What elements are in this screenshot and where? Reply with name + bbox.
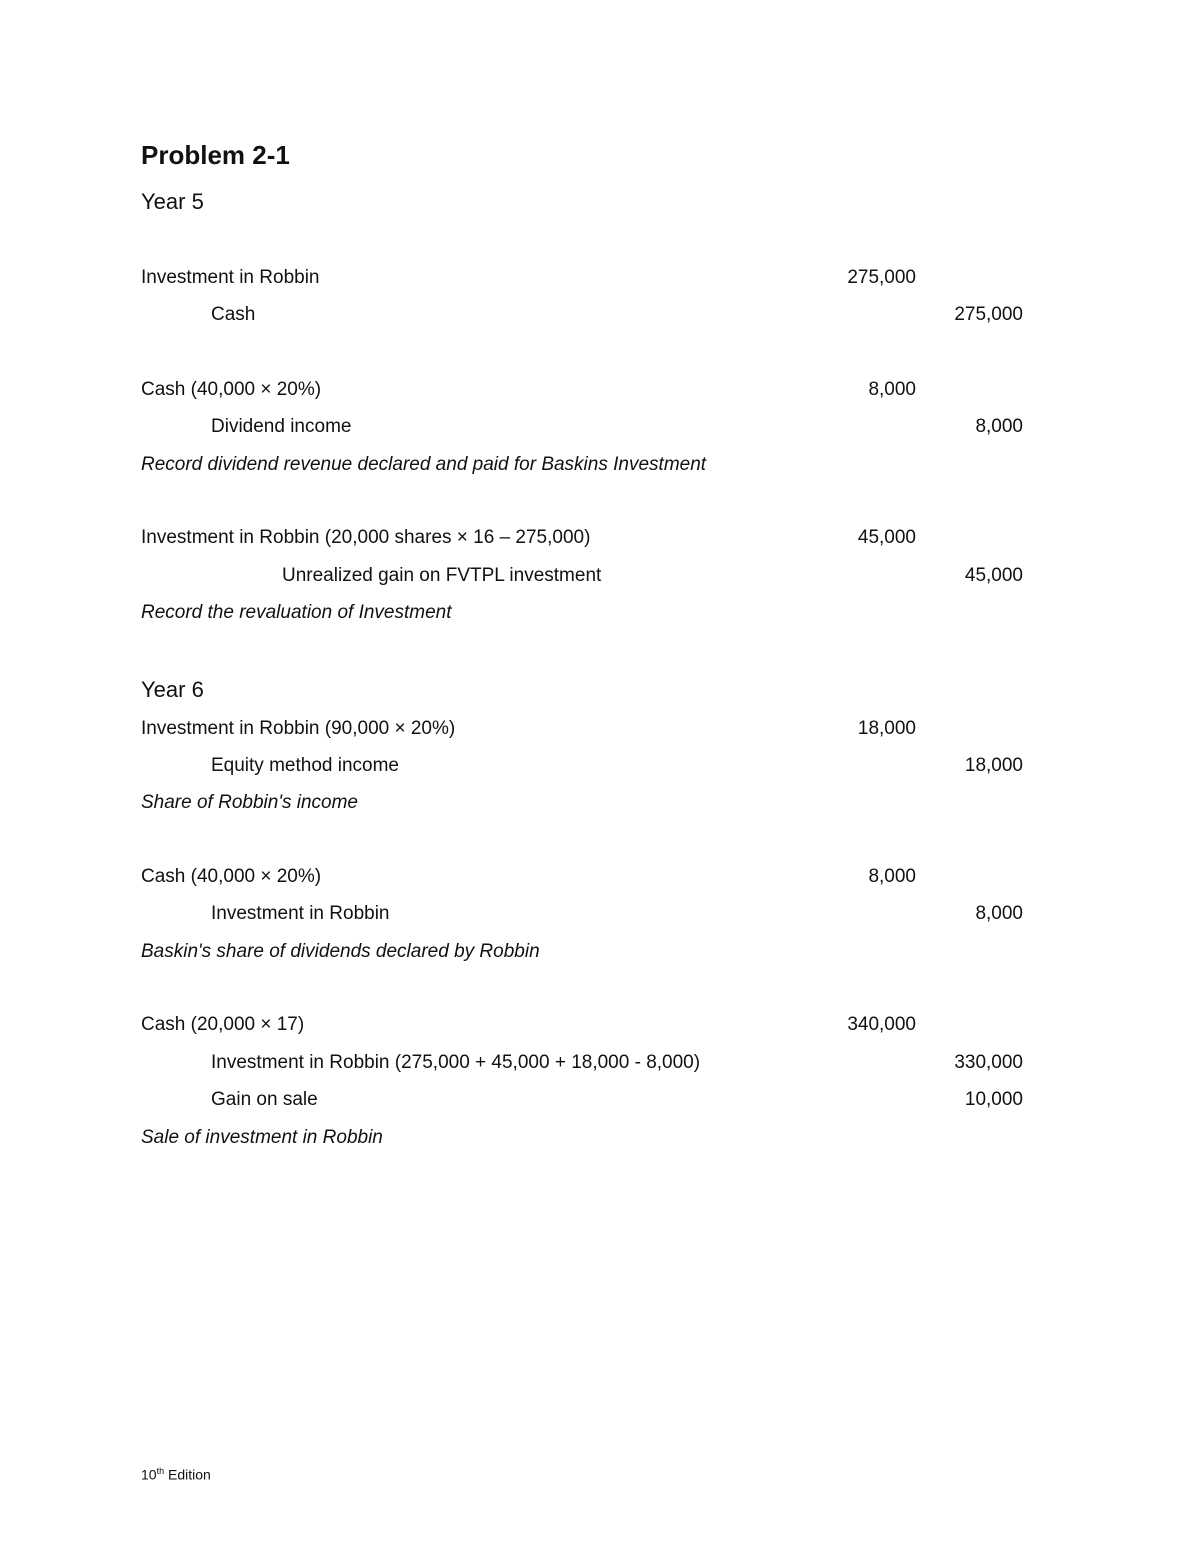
entry-6-debit-account: Cash (20,000 × 17) <box>141 1014 305 1035</box>
edition-suffix: th <box>156 1466 165 1476</box>
entry-6-credit-account-2: Gain on sale <box>211 1089 318 1110</box>
entry-4-memo: Share of Robbin's income <box>141 792 358 813</box>
entry-4-credit-amount: 18,000 <box>964 755 1023 776</box>
year-6-heading: Year 6 <box>141 677 204 702</box>
entry-6-memo: Sale of investment in Robbin <box>141 1127 383 1148</box>
entry-1-debit-amount: 275,000 <box>847 267 916 288</box>
entry-5-credit-account: Investment in Robbin <box>211 903 390 924</box>
entry-2-memo: Record dividend revenue declared and paid for Baskins Investment <box>141 454 707 475</box>
entry-3-debit-amount: 45,000 <box>857 527 916 548</box>
entry-1-debit-account: Investment in Robbin <box>141 267 320 288</box>
entry-6-credit-amount-2: 10,000 <box>964 1089 1023 1110</box>
entry-1-credit-account: Cash <box>211 304 256 325</box>
entry-5-memo: Baskin's share of dividends declared by Robbin <box>141 941 540 962</box>
entry-6-credit-account: Investment in Robbin (275,000 + 45,000 + 18,000 - 8,000) <box>211 1052 701 1073</box>
entry-5-debit-account: Cash (40,000 × 20%) <box>141 866 322 887</box>
entry-4-credit-account: Equity method income <box>211 755 399 776</box>
entry-2-credit-amount: 8,000 <box>975 416 1023 437</box>
page-title: Problem 2-1 <box>141 140 290 170</box>
edition-number: 10 <box>141 1466 157 1483</box>
entry-5-credit-amount: 8,000 <box>975 903 1023 924</box>
entry-2-debit-amount: 8,000 <box>868 379 916 400</box>
year-5-heading: Year 5 <box>141 189 204 214</box>
entry-1-credit-amount: 275,000 <box>954 304 1023 325</box>
entry-6-debit-amount: 340,000 <box>847 1014 916 1035</box>
entry-6-credit-amount: 330,000 <box>954 1052 1023 1073</box>
entry-5-debit-amount: 8,000 <box>868 866 916 887</box>
entry-3-credit-account: Unrealized gain on FVTPL investment <box>282 565 602 586</box>
entry-4-debit-account: Investment in Robbin (90,000 × 20%) <box>141 718 456 739</box>
entry-4-debit-amount: 18,000 <box>857 718 916 739</box>
edition-footer <box>141 1466 211 1483</box>
edition-label: Edition <box>167 1466 211 1483</box>
entry-3-credit-amount: 45,000 <box>964 565 1023 586</box>
entry-2-credit-account: Dividend income <box>211 416 352 437</box>
entry-2-debit-account: Cash (40,000 × 20%) <box>141 379 322 400</box>
entry-3-debit-account: Investment in Robbin (20,000 shares × 16 – 275,000) <box>141 527 591 548</box>
entry-3-memo: Record the revaluation of Investment <box>141 602 452 623</box>
